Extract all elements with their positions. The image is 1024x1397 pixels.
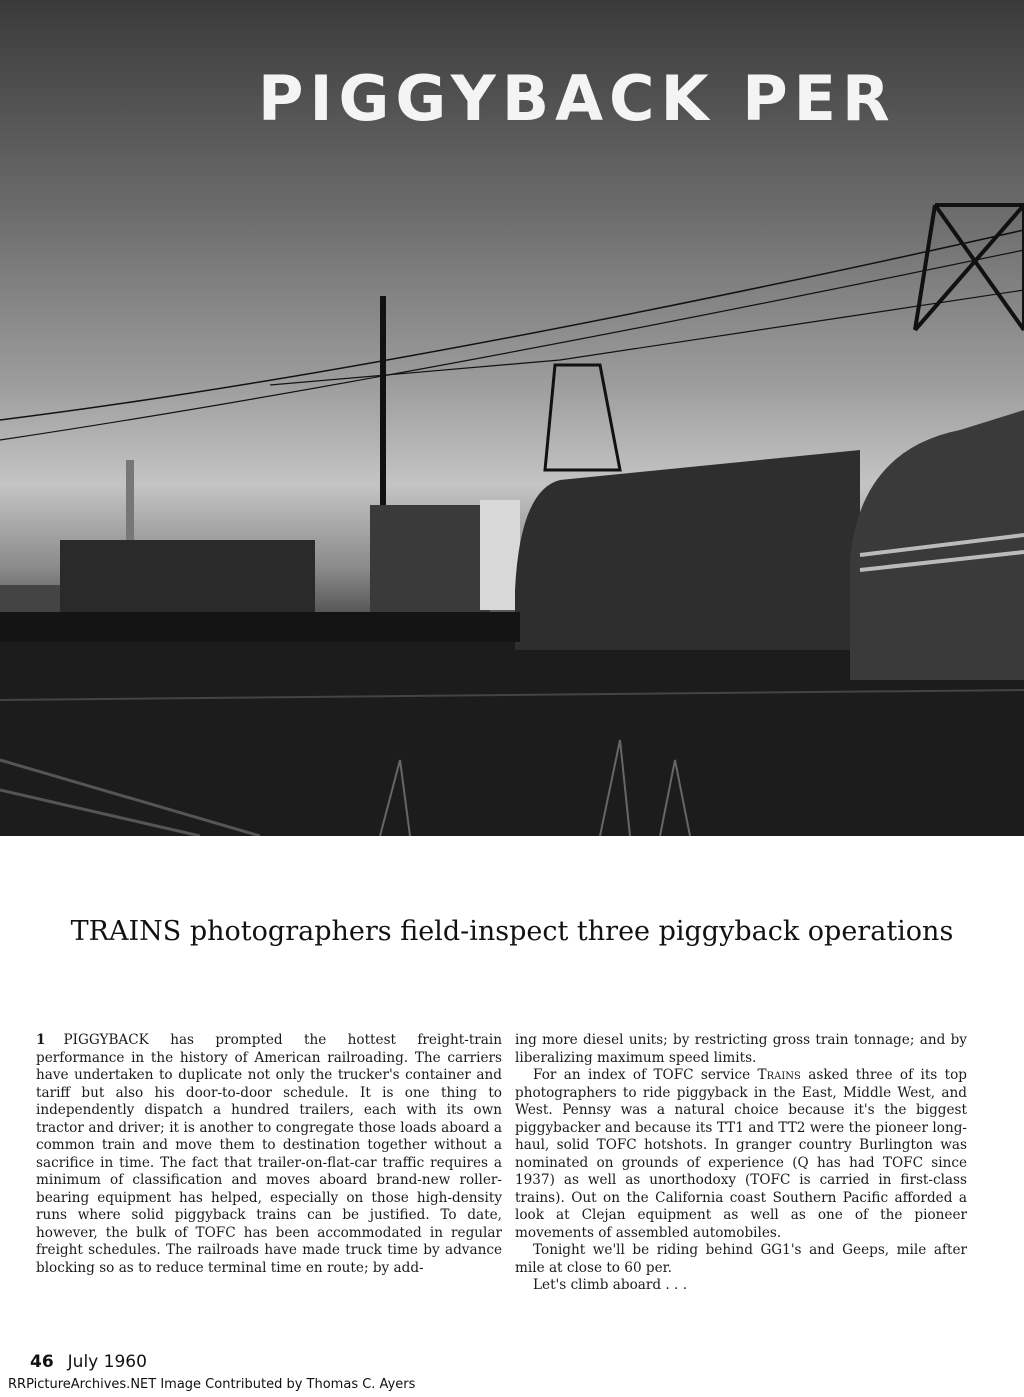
page-folio xyxy=(30,1352,147,1372)
right-column xyxy=(515,1032,967,1295)
right-paragraph-3: Tonight we'll be riding behind GG1's and Geeps, mile after mile at close to 60 per. xyxy=(515,1242,967,1276)
right-paragraph-2 xyxy=(515,1067,967,1242)
headline: PIGGYBACK PER xyxy=(258,62,896,135)
right-paragraph-2-rest: asked three of its top photographers to ride piggyback in the East, Middle West, and West. Pennsy was a natural choice because it's the biggest piggybacker and because its TT1 and TT2 were the pioneer long-haul, solid TOFC hotshots. In granger country Burlington was nominated on grounds of experience (Q has had TOFC since 1937) as well as unorthodoxy (TOFC is carried in first-class trains). Out on the California coast Southern Pacific afforded a look at Clejan equipment as well as one of the pioneer movements of assembled automobiles. xyxy=(515,1067,967,1241)
left-column-text: PIGGYBACK has prompted the hottest freight-train performance in the history of American railroading. The carriers have undertaken to duplicate not only the trucker's container and tariff but also his door-to-door schedule. It is one thing to independently dispatch a hundred trailers, each with its own tractor and driver; it is another to congregate those loads aboard a common train and move them to destination together without a sacrifice in time. The fact that trailer-on-flat-car traffic requires a minimum of classification and moves aboard brand-new roller-bearing equipment has helped, especially on those high-density runs where solid piggyback trains can be justified. To date, however, the bulk of TOFC has been accommodated in regular freight schedules. The railroads have made truck time by advance blocking so as to reduce terminal time en route; by add- xyxy=(36,1032,502,1276)
subtitle: TRAINS photographers field-inspect three piggyback operations xyxy=(70,916,954,947)
issue-date: July 1960 xyxy=(67,1352,147,1372)
right-paragraph-2-lead: For an index of TOFC service xyxy=(533,1067,758,1083)
left-paragraph xyxy=(36,1032,502,1277)
right-paragraph-4: Let's climb aboard . . . xyxy=(533,1277,688,1293)
image-credit: RRPictureArchives.NET Image Contributed by Thomas C. Ayers xyxy=(8,1377,416,1392)
section-number: 1 xyxy=(36,1032,46,1048)
page-number: 46 xyxy=(30,1352,54,1372)
right-paragraph-1: ing more diesel units; by restricting gross train tonnage; and by liberalizing maximum speed limits. xyxy=(515,1032,967,1066)
trains-magazine-name: Trains xyxy=(757,1067,801,1083)
left-column xyxy=(36,1032,502,1277)
